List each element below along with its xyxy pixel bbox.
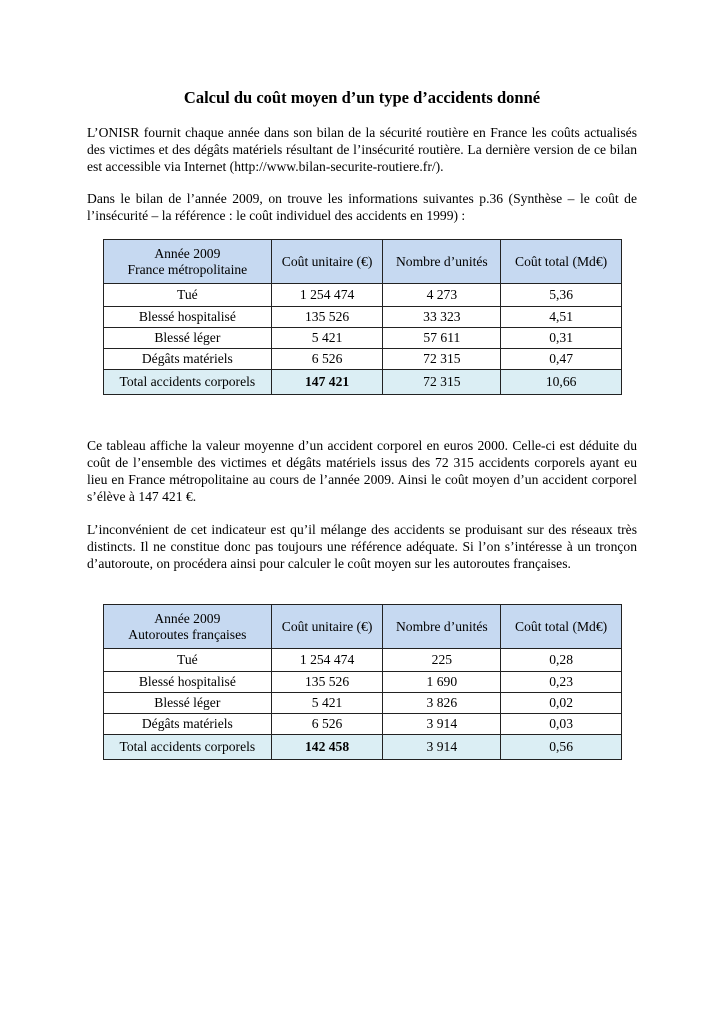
paragraph-motorway: L’inconvénient de cet indicateur est qu’il mélange des accidents se produisant sur des réseaux très distincts. Il ne constitue donc pas toujours une référence adéquate. Si l’on s’intéresse à un tronçon d’autoroute, on procédera ainsi pour calculer le coût moyen sur les autoroutes françaises. <box>87 522 637 571</box>
table-row <box>104 284 622 307</box>
table-cell: Dégâts matériels <box>104 349 272 370</box>
table-cell: 3 914 <box>383 714 501 735</box>
header-year: Année 2009 <box>154 245 221 261</box>
table-row <box>104 328 622 349</box>
table-cell: 135 526 <box>271 307 383 328</box>
table-cell: Tué <box>104 284 272 307</box>
table-cell: 1 690 <box>383 672 501 693</box>
total-units: 3 914 <box>383 735 501 760</box>
table-cell: 57 611 <box>383 328 501 349</box>
total-unit-cost: 147 421 <box>271 370 383 395</box>
table-header-row <box>104 240 622 284</box>
table-total-row <box>104 735 622 760</box>
header-units: Nombre d’unités <box>383 240 501 284</box>
table-cell: 1 254 474 <box>271 284 383 307</box>
total-label: Total accidents corporels <box>104 370 272 395</box>
table-cell: 5,36 <box>501 284 622 307</box>
header-unit-cost: Coût unitaire (€) <box>271 240 383 284</box>
table-cell: Blessé léger <box>104 693 272 714</box>
table-row <box>104 307 622 328</box>
total-units: 72 315 <box>383 370 501 395</box>
table-cell: 72 315 <box>383 349 501 370</box>
header-total-cost: Coût total (Md€) <box>501 240 622 284</box>
table-cell: Dégâts matériels <box>104 714 272 735</box>
table-header-row <box>104 605 622 649</box>
table-cell: 0,03 <box>501 714 622 735</box>
table-row <box>104 672 622 693</box>
table-cell: 0,23 <box>501 672 622 693</box>
table-cell: 0,31 <box>501 328 622 349</box>
paragraph-explanation: Ce tableau affiche la valeur moyenne d’un accident corporel en euros 2000. Celle-ci est déduite du coût de l’ensemble des victimes et dégâts matériels issus des 72 315 accidents corporels ayant eu lieu en France métropolitaine au cours de l’année 2009. Ainsi le coût moyen d’un accident corporel s’élève à 147 421 €. <box>87 438 637 504</box>
table-cell: Blessé hospitalisé <box>104 307 272 328</box>
cost-table-france <box>103 239 622 395</box>
table-row <box>104 649 622 672</box>
paragraph-intro: L’ONISR fournit chaque année dans son bilan de la sécurité routière en France les coûts actualisés des victimes et des dégâts matériels résultant de l’insécurité routière. La dernière version de ce bilan est accessible via Internet (http://www.bilan-securite-routiere.fr/). <box>87 125 637 174</box>
header-year: Année 2009 <box>154 610 221 626</box>
table-cell: 1 254 474 <box>271 649 383 672</box>
header-scope: France métropolitaine <box>127 261 248 277</box>
header-scope: Autoroutes françaises <box>128 626 247 642</box>
header-category <box>104 605 272 649</box>
table-cell: 4 273 <box>383 284 501 307</box>
table-cell: 225 <box>383 649 501 672</box>
table-cell: 33 323 <box>383 307 501 328</box>
table-cell: 5 421 <box>271 693 383 714</box>
table-row <box>104 714 622 735</box>
table-cell: 6 526 <box>271 349 383 370</box>
table-cell: 0,02 <box>501 693 622 714</box>
cost-table-motorways <box>103 604 622 760</box>
table-cell: Tué <box>104 649 272 672</box>
table-cell: 4,51 <box>501 307 622 328</box>
table-cell: Blessé léger <box>104 328 272 349</box>
table-row <box>104 693 622 714</box>
table-total-row <box>104 370 622 395</box>
table-cell: 6 526 <box>271 714 383 735</box>
paragraph-source: Dans le bilan de l’année 2009, on trouve les informations suivantes p.36 (Synthèse – le coût de l’insécurité – la référence : le coût individuel des accidents en 1999) : <box>87 191 637 223</box>
header-category <box>104 240 272 284</box>
table-cell: Blessé hospitalisé <box>104 672 272 693</box>
header-units: Nombre d’unités <box>383 605 501 649</box>
table-cell: 3 826 <box>383 693 501 714</box>
total-cost: 10,66 <box>501 370 622 395</box>
table-row <box>104 349 622 370</box>
table-cell: 135 526 <box>271 672 383 693</box>
table-cell: 5 421 <box>271 328 383 349</box>
total-label: Total accidents corporels <box>104 735 272 760</box>
header-total-cost: Coût total (Md€) <box>501 605 622 649</box>
document-title: Calcul du coût moyen d’un type d’accidents donné <box>183 88 541 107</box>
header-unit-cost: Coût unitaire (€) <box>271 605 383 649</box>
total-cost: 0,56 <box>501 735 622 760</box>
table-cell: 0,47 <box>501 349 622 370</box>
table-cell: 0,28 <box>501 649 622 672</box>
total-unit-cost: 142 458 <box>271 735 383 760</box>
